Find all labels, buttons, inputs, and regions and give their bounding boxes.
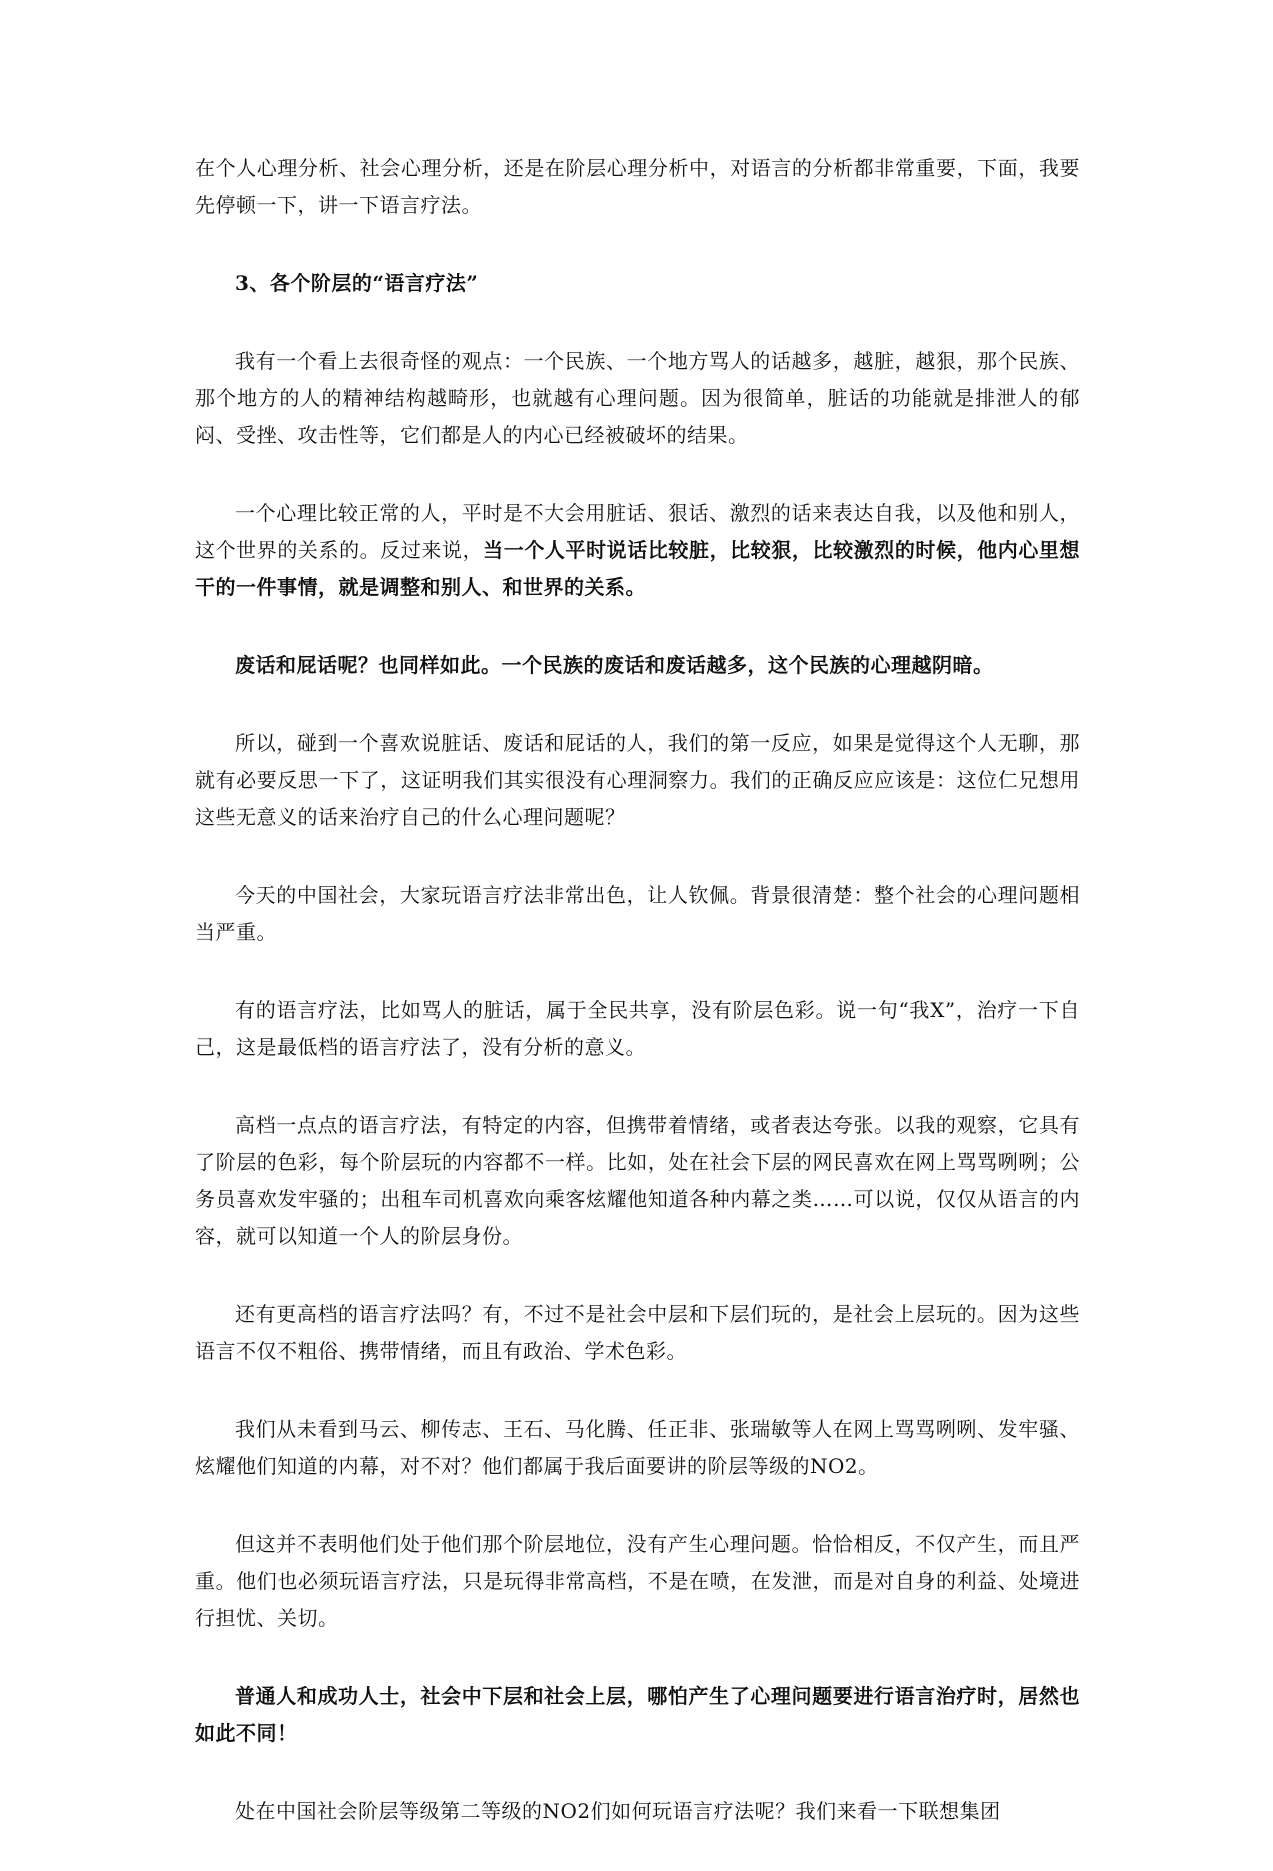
- paragraph-upper-class: 还有更高档的语言疗法吗？有，不过不是社会中层和下层们玩的，是社会上层玩的。因为这些语言不仅不粗俗、携带情绪，而且有政治、学术色彩。: [195, 1302, 1080, 1363]
- paragraph-higher-therapy: 高档一点点的语言疗法，有特定的内容，但携带着情绪，或者表达夸张。以我的观察，它具有了阶层的色彩，每个阶层玩的内容都不一样。比如，处在社会下层的网民喜欢在网上骂骂咧咧；公务员喜欢发牢骚的；出租车司机喜欢向乘客炫耀他知道各种内幕之类……可以说，仅仅从语言的内容，就可以知道一个人的阶层身份。: [195, 1113, 1080, 1248]
- paragraph-psych-problems: 但这并不表明他们处于他们那个阶层地位，没有产生心理问题。恰恰相反，不仅产生，而且严重。他们也必须玩语言疗法，只是玩得非常高档，不是在喷，在发泄，而是对自身的利益、处境进行担忧、关切。: [195, 1532, 1080, 1630]
- section-heading: 3、各个阶层的“语言疗法”: [235, 271, 479, 295]
- paragraph-normal-person: [195, 495, 1080, 606]
- paragraph-normal-person-plain: 一个心理比较正常的人，平时是不大会用脏话、狠话、激烈的话来表达自我，以及他和别人，这个世界的关系的。反过来说，: [195, 501, 1080, 562]
- paragraph-china-society: 今天的中国社会，大家玩语言疗法非常出色，让人钦佩。背景很清楚：整个社会的心理问题相当严重。: [195, 883, 1080, 944]
- paragraph-no2: 处在中国社会阶层等级第二等级的NO2们如何玩语言疗法呢？我们来看一下联想集团: [235, 1799, 1001, 1823]
- paragraph-entrepreneurs: 我们从未看到马云、柳传志、王石、马化腾、任正非、张瑞敏等人在网上骂骂咧咧、发牢骚、炫耀他们知道的内幕，对不对？他们都属于我后面要讲的阶层等级的NO2。: [195, 1417, 1080, 1478]
- paragraph-contrast: 普通人和成功人士，社会中下层和社会上层，哪怕产生了心理问题要进行语言治疗时，居然也如此不同！: [195, 1684, 1080, 1745]
- paragraph-intro: 在个人心理分析、社会心理分析，还是在阶层心理分析中，对语言的分析都非常重要，下面，我要先停顿一下，讲一下语言疗法。: [195, 156, 1080, 217]
- paragraph-curse-words: 我有一个看上去很奇怪的观点：一个民族、一个地方骂人的话越多，越脏，越狠，那个民族、那个地方的人的精神结构越畸形，也就越有心理问题。因为很简单，脏话的功能就是排泄人的郁闷、受挫、攻击性等，它们都是人的内心已经被破坏的结果。: [195, 349, 1080, 447]
- paragraph-lowest-therapy: 有的语言疗法，比如骂人的脏话，属于全民共享，没有阶层色彩。说一句“我X”，治疗一下自己，这是最低档的语言疗法了，没有分析的意义。: [195, 998, 1080, 1059]
- paragraph-reaction: 所以，碰到一个喜欢说脏话、废话和屁话的人，我们的第一反应，如果是觉得这个人无聊，那就有必要反思一下了，这证明我们其实很没有心理洞察力。我们的正确反应应该是：这位仁兄想用这些无意义的话来治疗自己的什么心理问题呢？: [195, 731, 1080, 829]
- document-page: [195, 150, 1080, 1871]
- paragraph-nonsense: 废话和屁话呢？也同样如此。一个民族的废话和废话越多，这个民族的心理越阴暗。: [235, 653, 994, 677]
- paragraph-normal-person-bold: 当一个人平时说话比较脏，比较狠，比较激烈的时候，他内心里想干的一件事情，就是调整和别人、和世界的关系。: [195, 538, 1081, 599]
